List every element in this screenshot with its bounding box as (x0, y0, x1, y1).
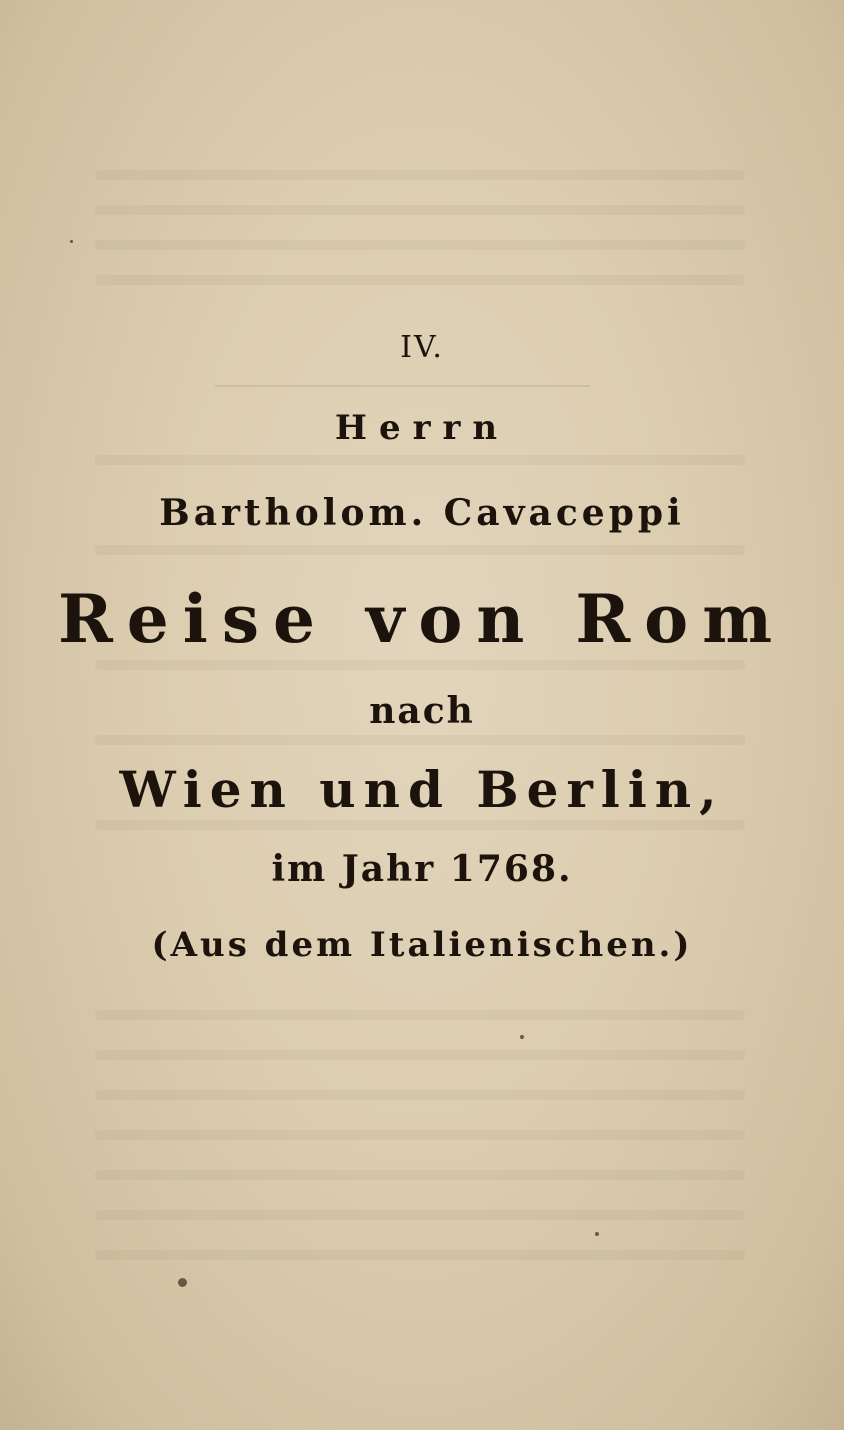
paper-speck (178, 1278, 187, 1287)
year-line: im Jahr 1768. (271, 848, 573, 890)
bleed-through-line (95, 545, 745, 555)
paper-speck (595, 1232, 599, 1236)
bleed-through-line (95, 1130, 745, 1140)
bleed-through-line (95, 1050, 745, 1060)
faint-rule (215, 385, 590, 387)
paper-speck (70, 240, 73, 243)
title-line-2: Wien und Berlin, (119, 760, 725, 819)
bleed-through-line (95, 820, 745, 830)
author-name: Bartholom. Cavaceppi (159, 492, 685, 534)
bleed-through-line (95, 1170, 745, 1180)
source-note: (Aus dem Italienischen.) (151, 925, 693, 965)
bleed-through-line (95, 1250, 745, 1260)
bleed-through-line (95, 275, 745, 285)
honorific: Herrn (334, 408, 510, 448)
bleed-through-line (95, 735, 745, 745)
paper-speck (520, 1035, 524, 1039)
bleed-through-line (95, 205, 745, 215)
title-line-1: Reise von Rom (57, 580, 787, 658)
title-connector: nach (369, 690, 475, 732)
bleed-through-line (95, 660, 745, 670)
section-number: IV. (400, 330, 444, 365)
bleed-through-line (95, 240, 745, 250)
bleed-through-line (95, 170, 745, 180)
bleed-through-line (95, 1090, 745, 1100)
bleed-through-line (95, 1010, 745, 1020)
bleed-through-line (95, 455, 745, 465)
bleed-through-line (95, 1210, 745, 1220)
